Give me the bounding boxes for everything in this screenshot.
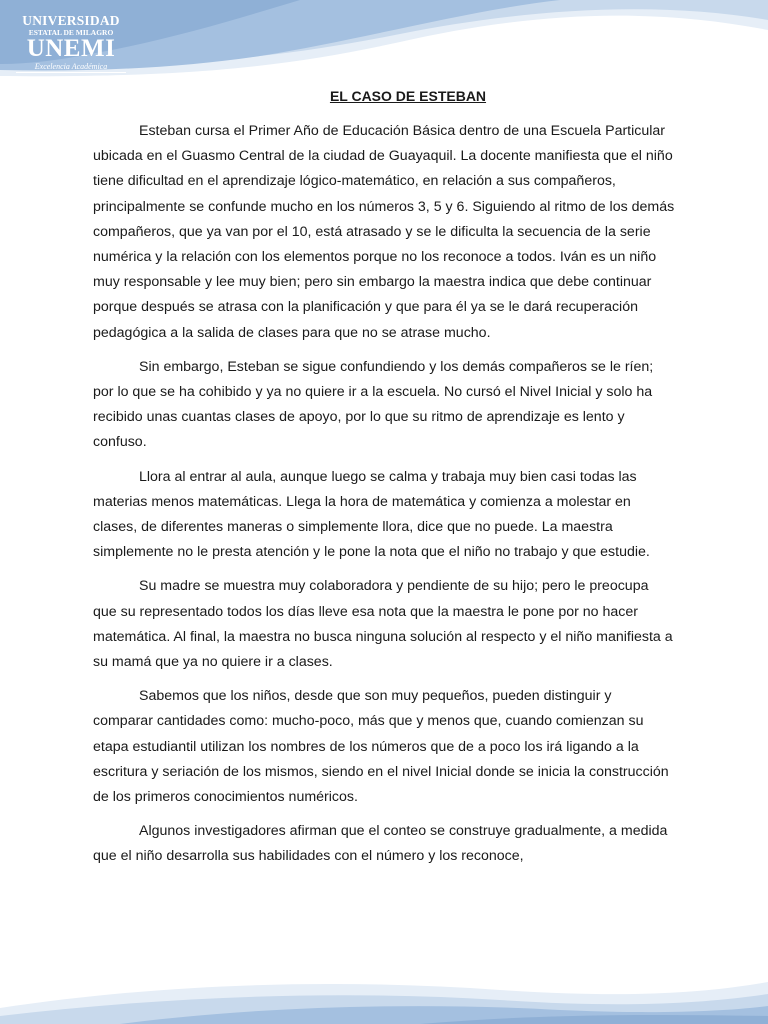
footer-wave-decoration [0,964,768,1024]
paragraph-6: Algunos investigadores afirman que el conteo se construye gradualmente, a medida que el niño desarrolla sus habilidades con el número y los reconoce, [93,823,668,865]
document-title: EL CASO DE ESTEBAN [329,88,487,104]
document-body [93,119,675,879]
logo-state-label: ESTATAL DE MILAGRO [28,27,114,37]
paragraph-5: Sabemos que los niños, desde que son muy pequeños, pueden distinguir y comparar cantidades como: mucho-poco, más que y menos que, cuando comienzan su etapa estudiantil utilizan los nombres de los números que de a poco los irá ligando a la escritura y seriación de los mismos, siendo en el nivel Inicial donde se inicia la construcción de los primeros conocimientos numéricos. [93,688,669,806]
paragraph-4: Su madre se muestra muy colaboradora y pendiente de su hijo; pero le preocupa que su representado todos los días lleve esa nota que la maestra le pone por no hacer matemática. Al final, la maestra no busca ninguna solución al respecto y el niño manifiesta a su mamá que ya no quiere ir a clases. [93,578,673,671]
logo-unemi-label: UNEMI [26,35,116,62]
paragraph-2: Sin embargo, Esteban se sigue confundiendo y los demás compañeros se le ríen; por lo que se ha cohibido y ya no quiere ir a la escuela. No cursó el Nivel Inicial y solo ha recibido unas cuantas clases de apoyo, por lo que su ritmo de aprendizaje es lento y confuso. [93,358,654,451]
paragraph-1: Esteban cursa el Primer Año de Educación Básica dentro de una Escuela Particular ubicada en el Guasmo Central de la ciudad de Guayaquil. La docente manifiesta que el niño tiene dificultad en el aprendizaje lógico-matemático, en relación a sus compañeros, principalmente se confunde mucho en los números 3, 5 y 6. Siguiendo al ritmo de los demás compañeros, que ya van por el 10, está atrasado y se le dificulta la secuencia de la serie numérica y la relación con los elementos porque no los reconoce a todos. Iván es un niño muy responsable y lee muy bien; pero sin embargo la maestra indica que debe continuar porque después se atrasa con la planificación y que para él ya se le dará recuperación pedagógica a la salida de clases para que no se atrase mucho. [93,123,675,341]
logo-motto: Excelencia Académica [16,63,126,73]
logo-university-label: UNIVERSIDAD [22,13,120,28]
paragraph-3: Llora al entrar al aula, aunque luego se calma y trabaja muy bien casi todas las materias menos matemáticas. Llega la hora de matemática y comienza a molestar en clases, de diferentes maneras o simplemente llora, dice que no puede. La maestra simplemente no le presta atención y le pone la nota que el niño no trabajo y que estudie. [93,468,650,561]
university-logo [12,14,130,73]
